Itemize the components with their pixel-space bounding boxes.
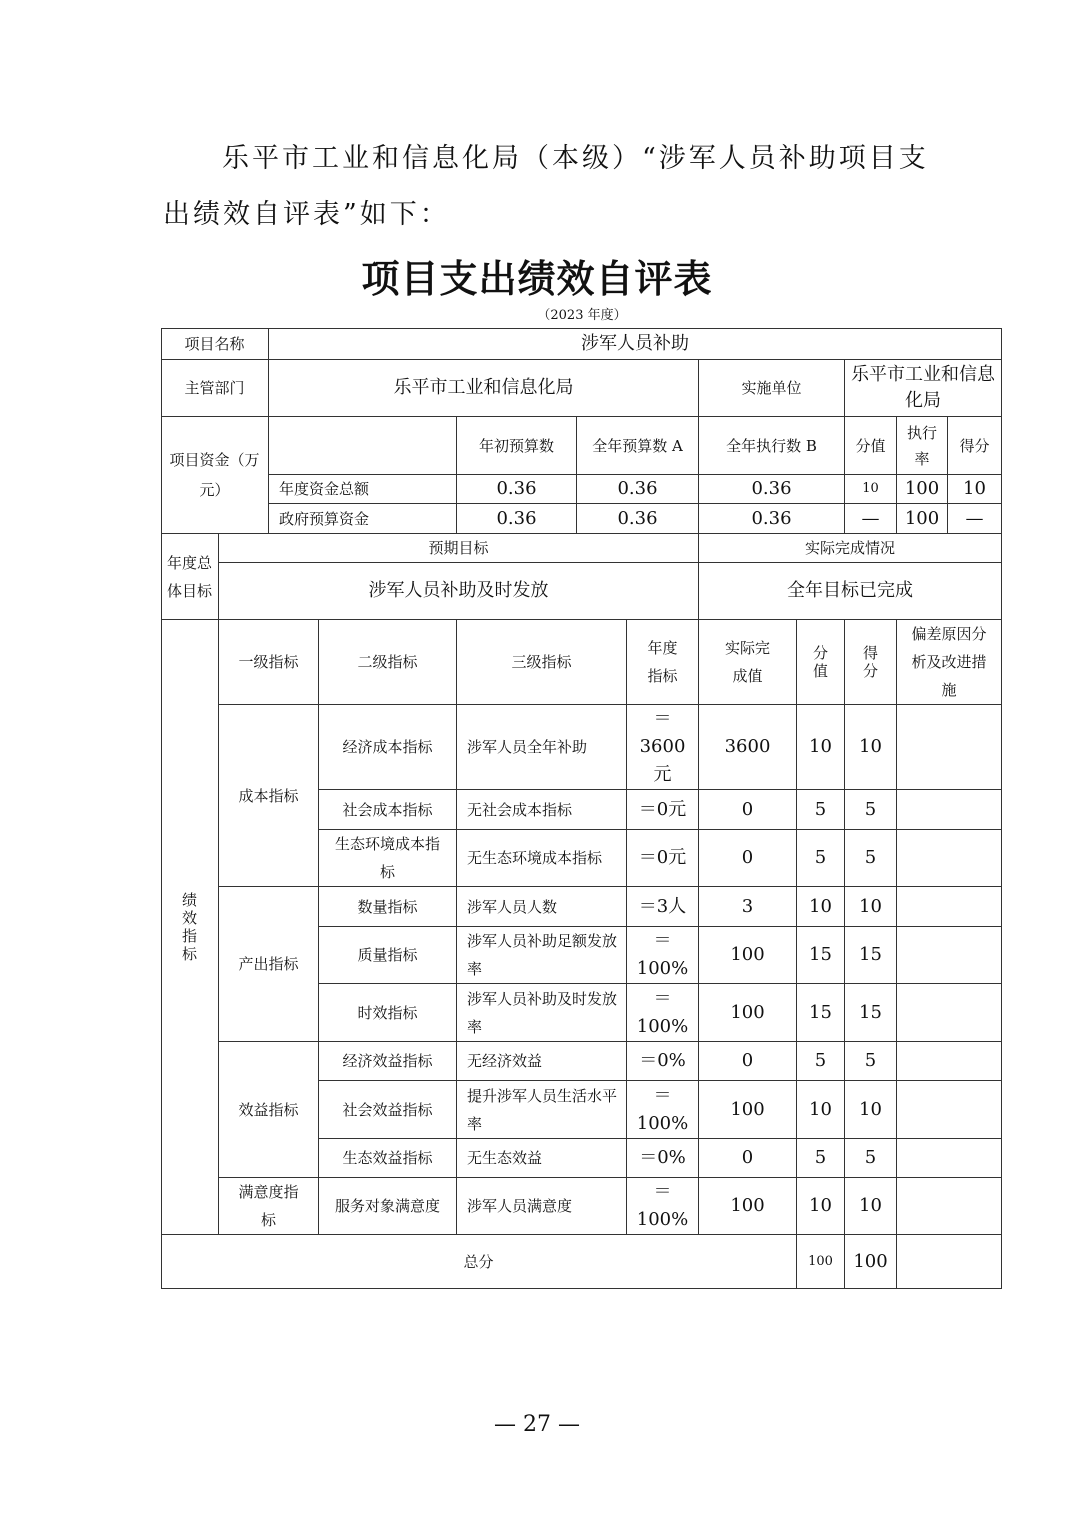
indicator-reason: [897, 887, 1002, 927]
header-actual: 实际完成值: [699, 620, 797, 705]
indicator-actual: 100: [699, 984, 797, 1042]
header-level3: 三级指标: [457, 620, 627, 705]
goal-label: 年度总体目标: [161, 534, 219, 620]
header-level2: 二级指标: [319, 620, 457, 705]
header-score: 得分: [845, 620, 897, 705]
indicator-score: 10: [845, 887, 897, 927]
indicator-level2: 社会成本指标: [319, 790, 457, 830]
indicator-reason: [897, 984, 1002, 1042]
funds-row-initial: 0.36: [457, 504, 577, 534]
indicator-level2: 生态效益指标: [319, 1139, 457, 1178]
total-reason: [897, 1235, 1002, 1289]
indicator-actual: 3: [699, 887, 797, 927]
indicator-level2: 社会效益指标: [319, 1081, 457, 1139]
indicator-level2: 经济成本指标: [319, 705, 457, 790]
indicator-score: 5: [845, 1139, 897, 1178]
indicator-actual: 0: [699, 830, 797, 887]
indicator-value: 5: [797, 830, 845, 887]
indicator-target: ＝100%: [627, 984, 699, 1042]
project-name: 涉军人员补助: [269, 328, 1002, 360]
indicator-actual: 100: [699, 1081, 797, 1139]
funds-row-rate: 100: [897, 504, 948, 534]
indicator-score: 5: [845, 830, 897, 887]
dept-label: 主管部门: [161, 360, 269, 417]
indicator-reason: [897, 1042, 1002, 1081]
funds-row-initial: 0.36: [457, 475, 577, 504]
indicator-actual: 0: [699, 1042, 797, 1081]
funds-row-executed: 0.36: [699, 504, 845, 534]
indicator-reason: [897, 1081, 1002, 1139]
indicator-reason: [897, 705, 1002, 790]
indicator-level2: 质量指标: [319, 927, 457, 984]
indicator-group: 成本指标: [219, 705, 319, 887]
indicator-value: 10: [797, 705, 845, 790]
funds-row-annual: 0.36: [577, 504, 699, 534]
funds-row-executed: 0.36: [699, 475, 845, 504]
indicator-target: ＝0元: [627, 830, 699, 887]
indicator-level3: 涉军人员全年补助: [457, 705, 627, 790]
total-label: 总分: [161, 1235, 797, 1289]
header-value: 分值: [797, 620, 845, 705]
indicator-target: ＝3人: [627, 887, 699, 927]
funds-header-score: 得分: [948, 417, 1002, 475]
indicator-target: ＝100%: [627, 1081, 699, 1139]
indicator-value: 5: [797, 1139, 845, 1178]
project-name-label: 项目名称: [161, 328, 269, 360]
funds-header-score-value: 分值: [845, 417, 897, 475]
funds-row-score-value: 10: [845, 475, 897, 504]
indicator-actual: 100: [699, 927, 797, 984]
funds-row-name: 年度资金总额: [269, 475, 457, 504]
indicator-group: 产出指标: [219, 887, 319, 1042]
indicator-level3: 无生态效益: [457, 1139, 627, 1178]
indicator-score: 10: [845, 1081, 897, 1139]
funds-row-annual: 0.36: [577, 475, 699, 504]
funds-header-annual: 全年预算数 A: [577, 417, 699, 475]
total-score: 100: [845, 1235, 897, 1289]
indicator-level3: 提升涉军人员生活水平率: [457, 1081, 627, 1139]
indicator-actual: 0: [699, 1139, 797, 1178]
header-level1: 一级指标: [219, 620, 319, 705]
indicator-group: 效益指标: [219, 1042, 319, 1178]
indicator-score: 10: [845, 1178, 897, 1235]
indicator-value: 10: [797, 887, 845, 927]
indicator-level2: 服务对象满意度: [319, 1178, 457, 1235]
indicator-actual: 0: [699, 790, 797, 830]
funds-header-blank: [269, 417, 457, 475]
funds-header-rate: 执行率: [897, 417, 948, 475]
indicator-reason: [897, 1139, 1002, 1178]
page-title: 项目支出绩效自评表: [361, 257, 713, 301]
indicator-actual: 100: [699, 1178, 797, 1235]
goal-expected: 涉军人员补助及时发放: [219, 563, 699, 620]
funds-row-rate: 100: [897, 475, 948, 504]
goal-actual-label: 实际完成情况: [699, 534, 1002, 563]
indicator-target: ＝0元: [627, 790, 699, 830]
intro-line-1: 乐平市工业和信息化局（本级）“涉军人员补助项目支: [222, 143, 929, 174]
indicator-target: ＝0%: [627, 1042, 699, 1081]
funds-row-score: 10: [948, 475, 1002, 504]
indicator-reason: [897, 1178, 1002, 1235]
indicator-score: 5: [845, 1042, 897, 1081]
indicator-reason: [897, 830, 1002, 887]
indicator-level3: 无生态环境成本指标: [457, 830, 627, 887]
indicators-side-label: 绩效指标: [161, 620, 219, 1235]
funds-row-score-value: —: [845, 504, 897, 534]
funds-header-executed: 全年执行数 B: [699, 417, 845, 475]
indicator-level2: 时效指标: [319, 984, 457, 1042]
indicator-value: 5: [797, 790, 845, 830]
goal-actual: 全年目标已完成: [699, 563, 1002, 620]
indicator-score: 5: [845, 790, 897, 830]
funds-header-initial: 年初预算数: [457, 417, 577, 475]
page-number: — 27 —: [494, 1412, 580, 1437]
indicator-level3: 涉军人员满意度: [457, 1178, 627, 1235]
indicator-score: 15: [845, 927, 897, 984]
indicator-score: 10: [845, 705, 897, 790]
indicator-value: 15: [797, 927, 845, 984]
indicator-level3: 涉军人员补助足额发放率: [457, 927, 627, 984]
indicator-score: 15: [845, 984, 897, 1042]
intro-line-2: 出绩效自评表”如下：: [163, 199, 450, 230]
indicator-actual: 3600: [699, 705, 797, 790]
dept-value: 乐平市工业和信息化局: [269, 360, 699, 417]
indicator-level2: 数量指标: [319, 887, 457, 927]
indicator-level3: 涉军人员补助及时发放率: [457, 984, 627, 1042]
indicator-value: 10: [797, 1081, 845, 1139]
indicator-target: ＝100%: [627, 1178, 699, 1235]
indicator-value: 10: [797, 1178, 845, 1235]
goal-expected-label: 预期目标: [219, 534, 699, 563]
indicator-group: 满意度指标: [219, 1178, 319, 1235]
indicator-reason: [897, 927, 1002, 984]
indicator-level3: 涉军人员人数: [457, 887, 627, 927]
indicator-level2: 生态环境成本指标: [319, 830, 457, 887]
indicator-target: ＝100%: [627, 927, 699, 984]
indicator-level3: 无经济效益: [457, 1042, 627, 1081]
header-target: 年度指标: [627, 620, 699, 705]
indicator-value: 5: [797, 1042, 845, 1081]
indicator-value: 15: [797, 984, 845, 1042]
indicator-target: ＝3600元: [627, 705, 699, 790]
indicator-level3: 无社会成本指标: [457, 790, 627, 830]
header-reason: 偏差原因分析及改进措施: [897, 620, 1002, 705]
indicator-level2: 经济效益指标: [319, 1042, 457, 1081]
impl-value: 乐平市工业和信息化局: [845, 360, 1002, 417]
report-year: （2023 年度）: [537, 308, 627, 323]
funds-row-name: 政府预算资金: [269, 504, 457, 534]
funds-row-score: —: [948, 504, 1002, 534]
funds-label: 项目资金（万元）: [161, 417, 269, 534]
total-value: 100: [797, 1235, 845, 1289]
indicator-target: ＝0%: [627, 1139, 699, 1178]
indicator-reason: [897, 790, 1002, 830]
impl-label: 实施单位: [699, 360, 845, 417]
